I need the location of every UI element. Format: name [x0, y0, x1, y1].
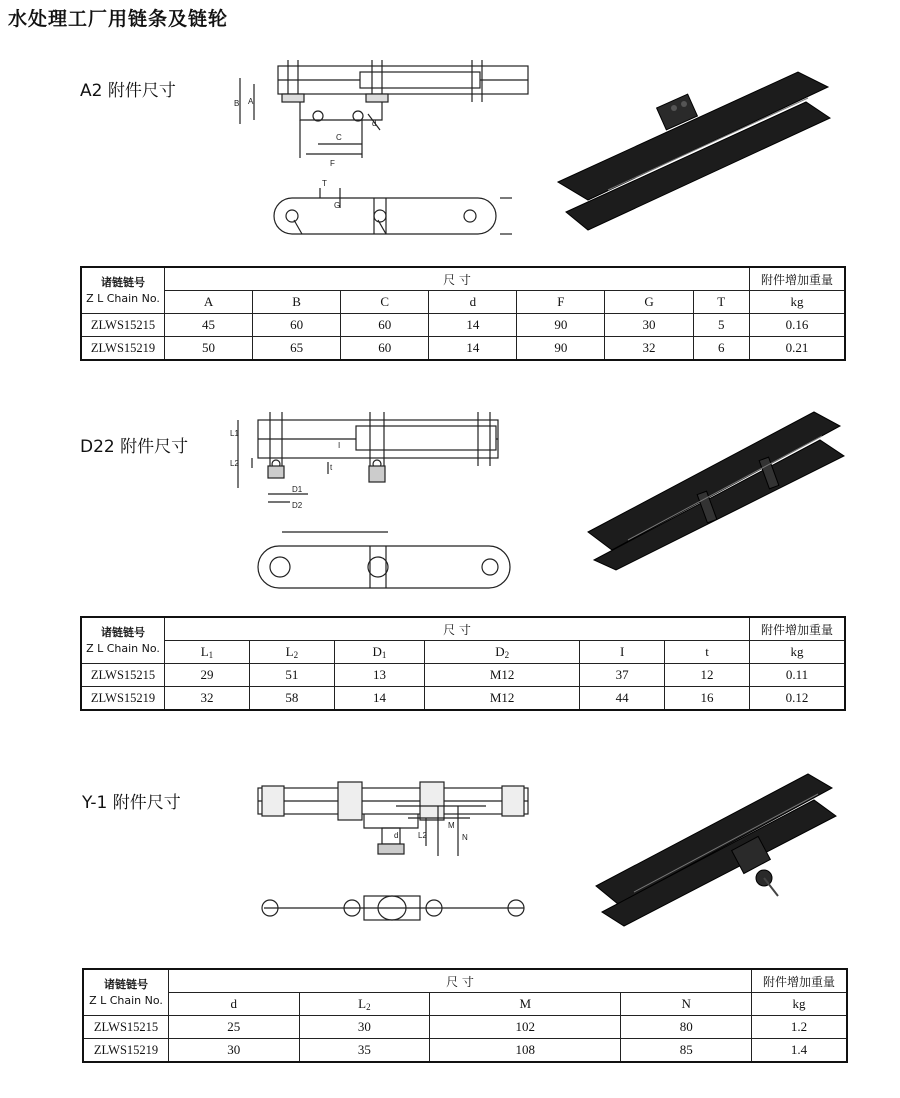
model-cell: ZLWS15219 — [81, 687, 165, 711]
table-row — [81, 314, 845, 337]
section-title-y1: Y-1 附件尺寸 — [82, 793, 181, 813]
value-cell: 25 — [169, 1016, 300, 1039]
dim-label-a: A — [248, 97, 254, 106]
column-header: d — [429, 291, 517, 314]
page-title: 水处理工厂用链条及链轮 — [8, 8, 229, 30]
weight-unit-header: kg — [752, 993, 848, 1016]
dim-label-g: G — [334, 201, 341, 210]
value-cell: 80 — [621, 1016, 752, 1039]
y1-chain-photo — [588, 766, 848, 936]
value-cell: 60 — [341, 337, 429, 361]
table-row — [83, 1039, 847, 1063]
table-row — [81, 664, 845, 687]
value-cell: 14 — [334, 687, 424, 711]
column-header: A — [165, 291, 253, 314]
column-header: T — [693, 291, 749, 314]
column-header: N — [621, 993, 752, 1016]
dim-label-d1: D1 — [292, 485, 303, 494]
value-cell: 13 — [334, 664, 424, 687]
dim-label-t: t — [330, 463, 333, 472]
model-cell: ZLWS15215 — [81, 664, 165, 687]
dim-label-n: N — [462, 833, 468, 842]
value-cell: 32 — [165, 687, 250, 711]
model-cell: ZLWS15219 — [81, 337, 165, 361]
value-cell: 30 — [605, 314, 693, 337]
weight-cell: 0.21 — [750, 337, 846, 361]
dim-label-l2: L2 — [418, 831, 427, 840]
section-title-a2: A2 附件尺寸 — [80, 81, 176, 101]
weight-cell: 0.12 — [750, 687, 846, 711]
column-header: G — [605, 291, 693, 314]
value-cell: 60 — [341, 314, 429, 337]
value-cell: 102 — [430, 1016, 621, 1039]
value-cell: 51 — [249, 664, 334, 687]
column-header: $L_2$ — [299, 993, 430, 1016]
value-cell: 45 — [165, 314, 253, 337]
column-header: C — [341, 291, 429, 314]
column-header: t — [665, 641, 750, 664]
table-row — [83, 1016, 847, 1039]
dim-label-l1: L1 — [230, 429, 239, 438]
weight-header: 附件增加重量 — [750, 617, 846, 641]
a2-technical-drawing — [230, 58, 530, 248]
weight-cell: 0.11 — [750, 664, 846, 687]
value-cell: 90 — [517, 337, 605, 361]
dim-label-f: F — [330, 159, 335, 168]
dim-label-i: I — [338, 441, 341, 450]
left-header-en: Z L Chain No. — [86, 291, 160, 305]
model-cell: ZLWS15215 — [83, 1016, 169, 1039]
d22-chain-photo — [578, 402, 858, 572]
value-cell: 60 — [253, 314, 341, 337]
y1-spec-table — [82, 968, 848, 1063]
left-header-cn: 诸链链号 — [101, 625, 145, 639]
value-cell: 90 — [517, 314, 605, 337]
dim-label-d2: D2 — [292, 501, 303, 510]
weight-unit-header: kg — [750, 291, 846, 314]
dimension-group-header: 尺 寸 — [165, 267, 750, 291]
value-cell: 44 — [580, 687, 665, 711]
left-header-cn: 诸链链号 — [104, 977, 148, 991]
column-header: B — [253, 291, 341, 314]
value-cell: 50 — [165, 337, 253, 361]
value-cell: 14 — [429, 337, 517, 361]
column-header: $L_1$ — [165, 641, 250, 664]
value-cell: 108 — [430, 1039, 621, 1063]
weight-header: 附件增加重量 — [750, 267, 846, 291]
value-cell: M12 — [425, 664, 580, 687]
table-row — [81, 687, 845, 711]
column-header: $D_2$ — [425, 641, 580, 664]
value-cell: 30 — [169, 1039, 300, 1063]
column-header: I — [580, 641, 665, 664]
dim-label-d: d — [372, 119, 377, 128]
value-cell: 16 — [665, 687, 750, 711]
value-cell: 29 — [165, 664, 250, 687]
dim-label-b: B — [234, 99, 240, 108]
column-header: d — [169, 993, 300, 1016]
table-row — [81, 337, 845, 361]
value-cell: 32 — [605, 337, 693, 361]
a2-spec-table — [80, 266, 846, 361]
d22-spec-table — [80, 616, 846, 711]
value-cell: 58 — [249, 687, 334, 711]
dim-label-t: T — [322, 179, 327, 188]
dim-label-l2: L2 — [230, 459, 239, 468]
weight-header: 附件增加重量 — [752, 969, 848, 993]
dim-label-c: C — [336, 133, 342, 142]
model-cell: ZLWS15219 — [83, 1039, 169, 1063]
dim-label-m: M — [448, 821, 455, 830]
weight-cell: 1.4 — [752, 1039, 848, 1063]
value-cell: 65 — [253, 337, 341, 361]
value-cell: 14 — [429, 314, 517, 337]
value-cell: 5 — [693, 314, 749, 337]
dim-label-d: d — [394, 831, 399, 840]
y1-technical-drawing — [248, 776, 538, 936]
value-cell: 85 — [621, 1039, 752, 1063]
dimension-group-header: 尺 寸 — [169, 969, 752, 993]
weight-cell: 1.2 — [752, 1016, 848, 1039]
column-header: $L_2$ — [249, 641, 334, 664]
weight-cell: 0.16 — [750, 314, 846, 337]
a2-chain-photo — [548, 62, 848, 242]
section-title-d22: D22 附件尺寸 — [80, 437, 189, 457]
model-cell: ZLWS15215 — [81, 314, 165, 337]
column-header: F — [517, 291, 605, 314]
value-cell: 6 — [693, 337, 749, 361]
column-header: $D_1$ — [334, 641, 424, 664]
value-cell: 30 — [299, 1016, 430, 1039]
value-cell: 37 — [580, 664, 665, 687]
value-cell: 12 — [665, 664, 750, 687]
weight-unit-header: kg — [750, 641, 846, 664]
left-header-en: Z L Chain No. — [86, 641, 160, 655]
column-header: M — [430, 993, 621, 1016]
value-cell: M12 — [425, 687, 580, 711]
dimension-group-header: 尺 寸 — [165, 617, 750, 641]
value-cell: 35 — [299, 1039, 430, 1063]
left-header-cn: 诸链链号 — [101, 275, 145, 289]
left-header-en: Z L Chain No. — [89, 993, 163, 1007]
d22-technical-drawing — [228, 408, 528, 596]
